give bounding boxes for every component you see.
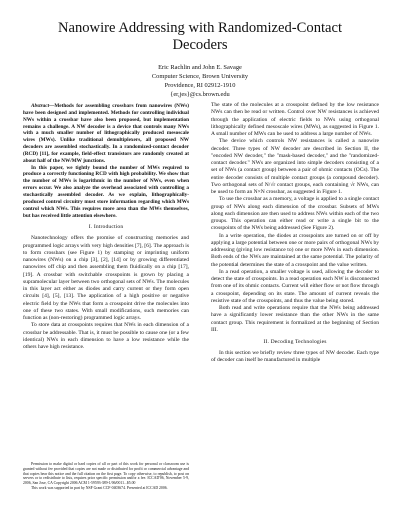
footnote-block bbox=[23, 462, 189, 491]
section-heading-decoding: II. Decoding Technologies bbox=[263, 339, 327, 345]
body-paragraph-5: In a read operation, a smaller voltage is used, allowing the decoder to detect the state of crosspoints. In a read operation each NW is disconnected from one of its ohmic contacts. Current will either flow or not flow through a crosspoint, depending on its state. The amount of current reveals the resistive state of the crosspoints, and thus the value being stored. bbox=[211, 268, 379, 304]
author-dept: Computer Science, Brown University bbox=[151, 73, 249, 80]
abstract-paragraph-2: In this paper, we tightly bound the number of MWs required to produce a correctly functioning RCD with high probability. We show that the number of MWs is logarithmic in the number of NWs, even when errors occur. We also analyze the overhead associated with controlling a stochastically assembled decoder. As we explain, lithographically-produced control circuitry must store information regarding which MWs control which NWs. This requires more area than the MWs themselves, but has received little attention elsewhere. bbox=[23, 164, 189, 219]
author-names: Eric Rachlin and John E. Savage bbox=[158, 64, 242, 71]
body-paragraph-3: To use the crossbar as a memory, a voltage is applied to a single contact group of NWs along each dimension of the crossbar. Subsets of MWs along each dimension are then used to address NWs within each of the two groups. This operation can either read or write a single bit to the crosspoints of the NWs being addressed (See Figure 2). bbox=[211, 196, 379, 232]
body-paragraph-4: In a write operation, the diodes at crosspoints are turned on or off by applying a large potential between one or more pairs of orthogonal NWs by addressing (giving low resistance to) one or more NWs in each dimension. Both ends of the NWs are maintained at the same potential. The polarity of the potential determines the state of a crosspoint and the value written. bbox=[211, 232, 379, 268]
body-paragraph-6: Both read and write operations require that the NWs being addressed have a significantly lower resistance than the other NWs in the same contact group. This requirement is formalized at the beginning of Section III. bbox=[211, 305, 379, 333]
body-paragraph-2: The device which controls NW resistances is called a nanowire decoder. Three types of NW decoder are described in Section II, the "encoded NW decoder," the "mask-based decoder," and the "randomized-contact decoder." NWs are organized into simple decoders consisting of a set of NWs (a contact group) between a pair of ohmic contacts (OCs). The entire decoder consists of multiple contact groups (a compound decoder). Two orthogonal sets of N/√r contact groups, each containing √r NWs, can be used to form an N×N crossbar, as suggested in Figure 1. bbox=[211, 138, 379, 195]
author-email: {er,jes}@cs.brown.edu bbox=[170, 91, 230, 98]
section-heading-intro: I. Introduction bbox=[88, 224, 124, 231]
abstract-paragraph-1 bbox=[23, 103, 189, 165]
paper-title: Nanowire Addressing with Randomized-Contact Decoders bbox=[57, 20, 343, 53]
intro-paragraph-1: Nanotechnology offers the promise of constructing memories and programmed logic arrays with very high densities [7], [6]. The approach is to form crossbars (see Figure 1) by stamping or imprinting uniform nanowires (NWs) on a chip [3], [2], [14] or by growing differentiated nanowires off chip and then assembling them fluidically on a chip [17], [19]. A crossbar with switchable crosspoints is grown by placing a supramolecular layer between two orthogonal sets of NWs. The molecules in this layer act either as diodes and carry current or they form open circuits [4], [5], [13]. The application of a high positive or negative electric field by the NWs that form a crosspoint drive the molecules into one of these two states. With small modifications, such memories can function as (non-restoring) programmed logic arrays. bbox=[23, 235, 189, 322]
abstract-label: Abstract— bbox=[31, 103, 55, 109]
body-paragraph-7: In this section we briefly review three types of NW decoder. Each type of decoder can itself be manufactured in multiple bbox=[211, 350, 379, 364]
right-column bbox=[211, 102, 379, 365]
abstract-text-1: Methods for assembling crossbars from nanowires (NWs) have been designed and implemented. Methods for controlling individual NWs within a crossbar have also been proposed, but implementation remains a challenge. A NW decoder is a device that controls many NWs with a much smaller number of lithographically produced mesoscale wires (MWs). Unlike traditional demultiplexers, all proposed NW decoders are assembled stochastically. In a randomized-contact decoder (RCD) [11], for example, field-effect transistors are randomly created at about half of the NW/MW junctions. bbox=[23, 103, 189, 164]
author-city: Providence, RI 02912-1910 bbox=[164, 82, 236, 89]
intro-paragraph-2: To store data at crosspoints requires that NWs in each dimension of a crossbar be addressable. That is, it must be possible to cause one (or a few identical) NWs in each dimension to have a low resistance while the others have high resistance. bbox=[23, 322, 189, 351]
copyright-notice: Permission to make digital or hard copies of all or part of this work for personal or classroom use is granted without fee provided that copies are not made or distributed for profit or commercial advantage and that copies bear this notice and the full citation on the first page. To copy otherwise, to republish, to post on servers or to redistribute to lists, requires prior specific permission and/or a fee. ICCAD'06, November 5-9, 2006, San Jose, CA Copyright 2006 ACM 1-59593-389-1/06/0011...$5.00 bbox=[23, 462, 189, 486]
funding-note: This work was supported in part by NSF Grant CCF-0403674. Presented at ICCAD 2006. bbox=[31, 485, 168, 490]
author-block bbox=[60, 63, 340, 99]
left-column bbox=[23, 103, 189, 351]
body-paragraph-1: The state of the molecules at a crosspoint defined by the low resistance NWs can then be read or written. Control over NW resistances is achieved through the application of electric fields to NWs using orthogonal lithographically defined mesoscale wires (MWs), as suggested in Figure 1. A small number of MWs can be used to address a large number of NWs. bbox=[211, 102, 379, 137]
